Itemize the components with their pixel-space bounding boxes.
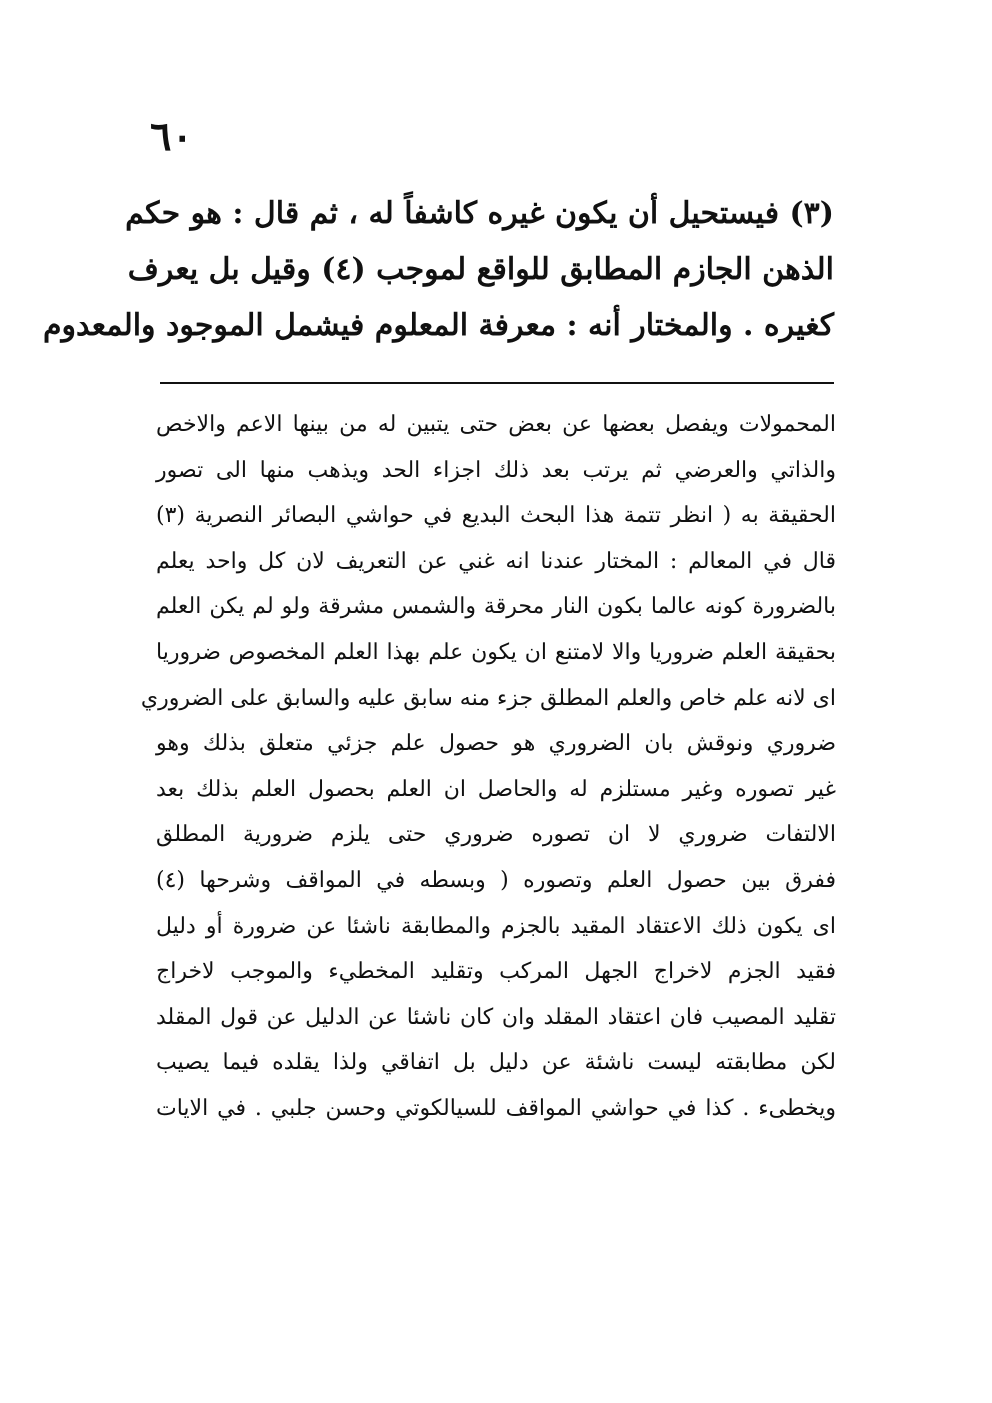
footnote-line: غير تصوره وغير مستلزم له والحاصل ان العلم بحصول العلم بذلك بعد (156, 776, 836, 802)
footnote-line: اى يكون ذلك الاعتقاد المقيد بالجزم والمطابقة ناشئا عن ضرورة أو دليل (156, 913, 836, 939)
footnote-line: اى لانه علم خاص والعلم المطلق جزء منه سابق عليه والسابق على الضروري (140, 685, 836, 711)
footnote-separator (160, 382, 834, 384)
footnote-line: الالتفات ضروري لا ان تصوره ضروري حتى يلزم ضرورية المطلق (156, 822, 836, 848)
footnote-line: الحقيقة به ( انظر تتمة هذا البحث البديع في حواشي البصائر النصرية (٣) (156, 503, 836, 529)
main-text-line: الذهن الجازم المطابق للواقع لموجب (٤) وقيل بل يعرف (127, 252, 834, 287)
footnote-line: ففرق بين حصول العلم وتصوره ( وبسطه في المواقف وشرحها (٤) (156, 867, 836, 893)
footnote-line: فقيد الجزم لاخراج الجهل المركب وتقليد المخطيء والموجب لاخراج (156, 959, 836, 985)
main-text-line: (٣) فيستحيل أن يكون غيره كاشفاً له ، ثم قال : هو حكم (125, 196, 834, 231)
main-text-block (42, 186, 834, 354)
footnote-line: قال في المعالم : المختار عندنا انه غني عن التعريف لان كل واحد يعلم (156, 548, 836, 574)
footnote-line: لكن مطابقته ليست ناشئة عن دليل بل اتفاقي ولذا يقلده فيما يصيب (156, 1050, 836, 1076)
footnote-line: ويخطىء . كذا في حواشي المواقف للسيالكوتي وحسن جلبي . في الايات (156, 1095, 836, 1121)
page-number: ٦٠ (150, 113, 193, 160)
footnote-line: بحقيقة العلم ضروريا والا لامتنع ان يكون علم بهذا العلم المخصوص ضروريا (156, 639, 836, 665)
footnote-line: ضروري ونوقش بان الضروري هو حصول علم جزئي متعلق بذلك وهو (156, 731, 836, 757)
footnote-line: والذاتي والعرضي ثم يرتب بعد ذلك اجزاء الحد ويذهب منها الى تصور (156, 457, 836, 483)
footnote-line: تقليد المصيب فان اعتقاد المقلد وان كان ناشئا عن الدليل عن قول المقلد (156, 1004, 836, 1030)
main-text-line: كغيره . والمختار أنه : معرفة المعلوم فيشمل الموجود والمعدوم (42, 308, 834, 343)
footnote-line: بالضرورة كونه عالما بكون النار محرقة والشمس مشرقة ولو لم يكن العلم (156, 594, 836, 620)
footnote-line: المحمولات ويفصل بعضها عن بعض حتى يتبين له من بينها الاعم والاخص (156, 412, 836, 437)
footnotes-block (140, 402, 836, 1132)
